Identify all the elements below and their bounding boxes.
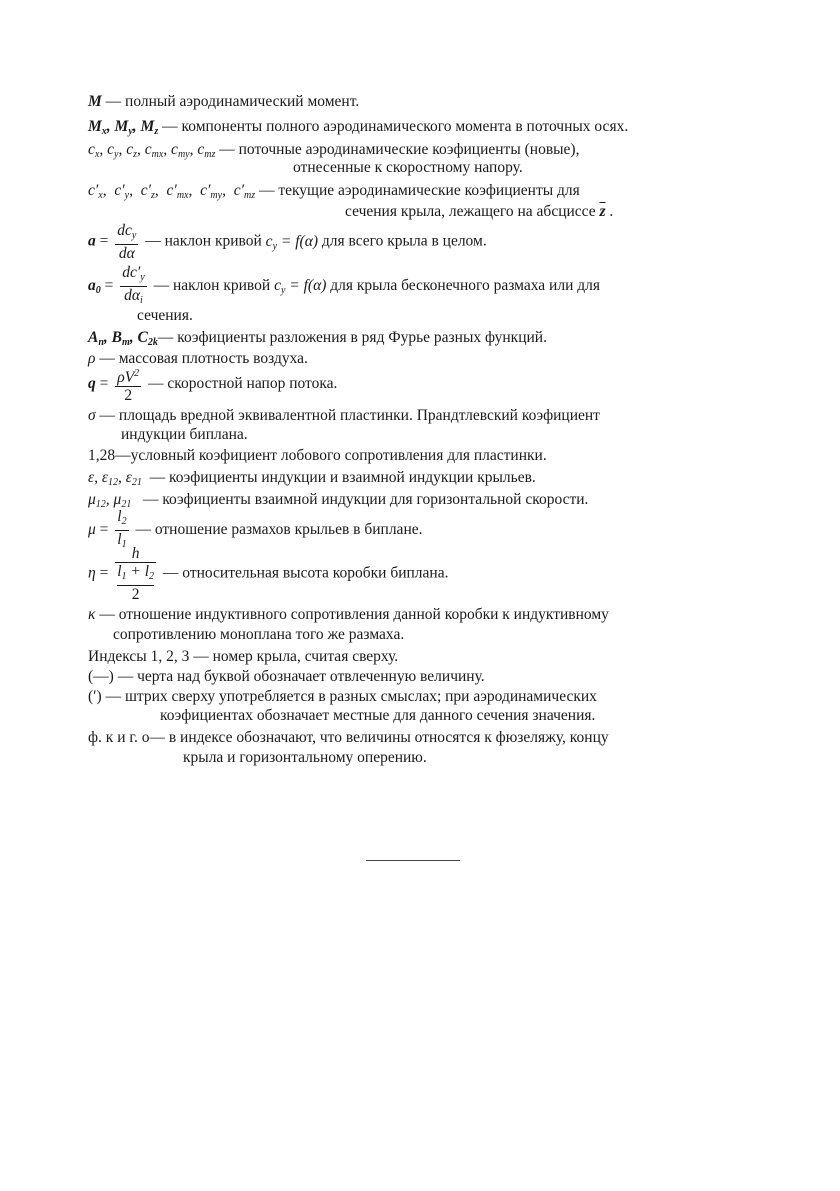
entry-rho: ρ — массовая плотность воздуха.: [88, 350, 308, 367]
entry-m: M — полный аэродинамический момент.: [88, 93, 360, 110]
entry-sigma: σ — площадь вредной эквивалентной пластинки. Прандтлевский коэфициент: [88, 407, 600, 424]
entry-bar: (—) — черта над буквой обозначает отвлеченную величину.: [88, 668, 485, 685]
entry-a0-cont: сечения.: [137, 307, 193, 324]
entry-epsilon: ε, $\varepsilon_{12}$, $\varepsilon_{21}$ — коэфициенты индукции и взаимной индукции крыльев.: [88, 469, 536, 488]
entry-prime: (′) — штрих сверху употребляется в разных смыслах; при аэродинамических: [88, 688, 597, 705]
entry-sigma-cont: индукции биплана.: [121, 426, 248, 443]
entry-local-coefficients-cont: сечения крыла, лежащего на абсциссе $\overline{z}$ .: [345, 203, 614, 220]
entry-fkgo: ф. к и г. о— в индексе обозначают, что величины относятся к фюзеляжу, концу: [88, 729, 609, 746]
entry-mu12: $\mu_{12}$, $\mu_{21}$ — коэфициенты взаимной индукции для горизонтальной скорости.: [88, 491, 589, 510]
entry-fkgo-cont: крыла и горизонтальному оперению.: [183, 749, 427, 766]
entry-q: q = $\frac{\rho V^2}{2}$ — скоростной напор потока.: [88, 365, 337, 404]
end-divider: [366, 860, 460, 861]
entry-kappa: κ — отношение индуктивного сопротивления данной коробки к индуктивному: [88, 606, 609, 623]
entry-indices: Индексы 1, 2, 3 — номер крыла, считая сверху.: [88, 648, 399, 665]
entry-a: a = $\frac{dc_y}{d\alpha}$ — наклон кривой $c_y = f(\alpha)$ для всего крыла в целом.: [88, 222, 487, 262]
entry-eta: η = h $l_1 + l_2$ 2 — относительная высота коробки биплана.: [88, 545, 449, 603]
entry-flow-coefficients: $c_x$, $c_y$, $c_z$, $c_{mx}$, $c_{my}$, $c_{mz}$ — поточные аэродинамические коэфициенты (новые),: [88, 141, 580, 160]
entry-mu: μ = $\frac{l_2}{l_1}$ — отношение размахов крыльев в биплане.: [88, 508, 423, 550]
entry-fourier: $A_n$, $B_m$, $C_{2k}—$ коэфициенты разложения в ряд Фурье разных функций.: [88, 329, 547, 348]
entry-local-coefficients: $c'_x$, $c'_y$, $c'_z$, $c'_{mx}$, $c'_{my}$, $c'_{mz}$ — текущие аэродинамические коэфициенты для: [88, 182, 580, 201]
entry-a0: $a_0$ = $\frac{dc'_y}{d\alpha_i}$ — наклон кривой $c_y = f(\alpha)$ для крыла бесконечного размаха или для: [88, 264, 600, 306]
entry-moment-components: $M_x$, $M_y$, $M_z$ — компоненты полного аэродинамического момента в поточных осях.: [88, 118, 629, 137]
entry-flow-coefficients-cont: отнесенные к скоростному напору.: [293, 159, 523, 176]
entry-kappa-cont: сопротивлению моноплана того же размаха.: [113, 626, 405, 643]
entry-1-28: 1,28—условный коэфициент лобового сопротивления для пластинки.: [88, 447, 547, 464]
entry-prime-cont: коэфициентах обозначает местные для данного сечения значения.: [160, 707, 596, 724]
